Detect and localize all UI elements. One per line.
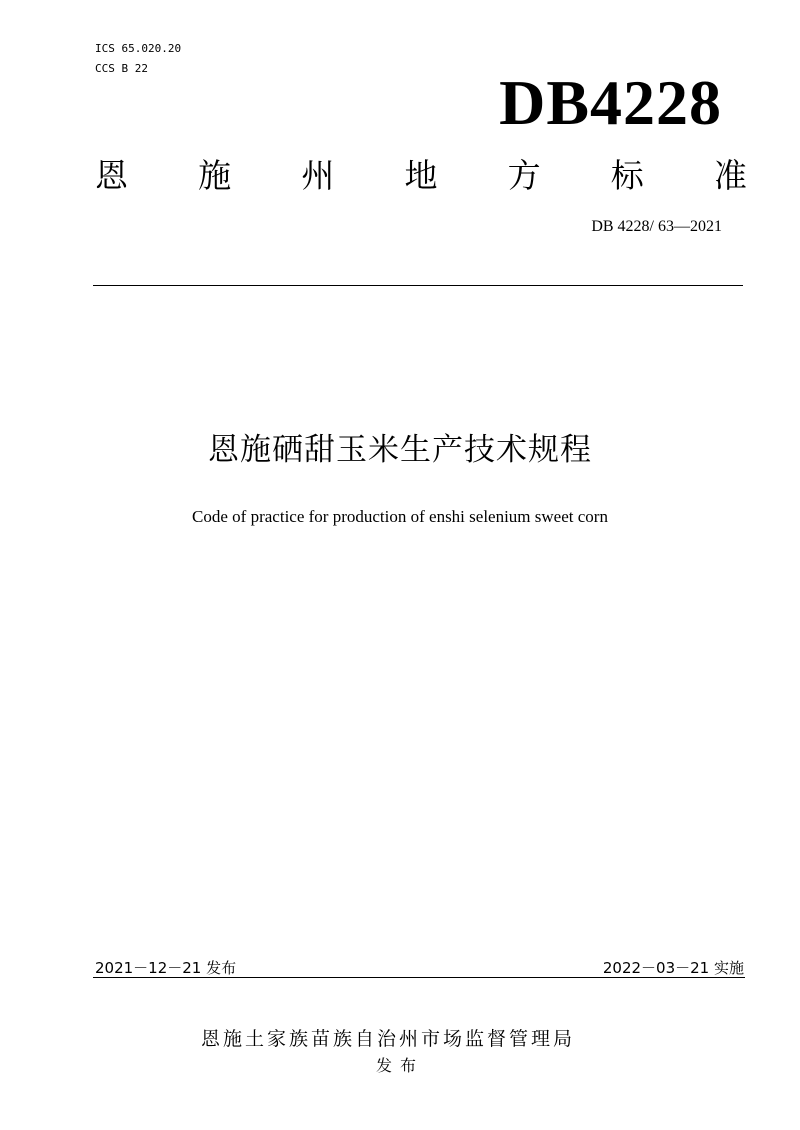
ics-code: ICS 65.020.20 [95, 42, 182, 55]
implementation-date: 2022－03－21 实施 [602, 959, 744, 977]
standard-type-char: 准 [713, 156, 747, 195]
standard-type-char: 州 [301, 156, 335, 195]
standard-type-char: 方 [507, 156, 541, 195]
standard-number: DB 4228/ 63—2021 [591, 218, 722, 235]
document-title-english: Code of practice for production of enshi selenium sweet corn [192, 507, 608, 526]
standard-type-char: 地 [404, 156, 438, 195]
issue-date: 2021－12－21 发布 [95, 959, 237, 977]
ccs-code: CCS B 22 [95, 62, 148, 75]
standard-type-char: 恩 [95, 156, 128, 195]
bottom-divider [93, 977, 745, 978]
top-divider [93, 285, 743, 286]
standard-type [95, 156, 747, 196]
publish-label: 发布 [375, 1056, 424, 1075]
standard-code: DB4228 [499, 67, 722, 138]
document-title-chinese: 恩施硒甜玉米生产技术规程 [208, 432, 592, 468]
publisher-name: 恩施土家族苗族自治州市场监督管理局 [200, 1028, 575, 1050]
standard-type-char: 标 [610, 156, 644, 195]
standard-type-char: 施 [198, 156, 232, 195]
